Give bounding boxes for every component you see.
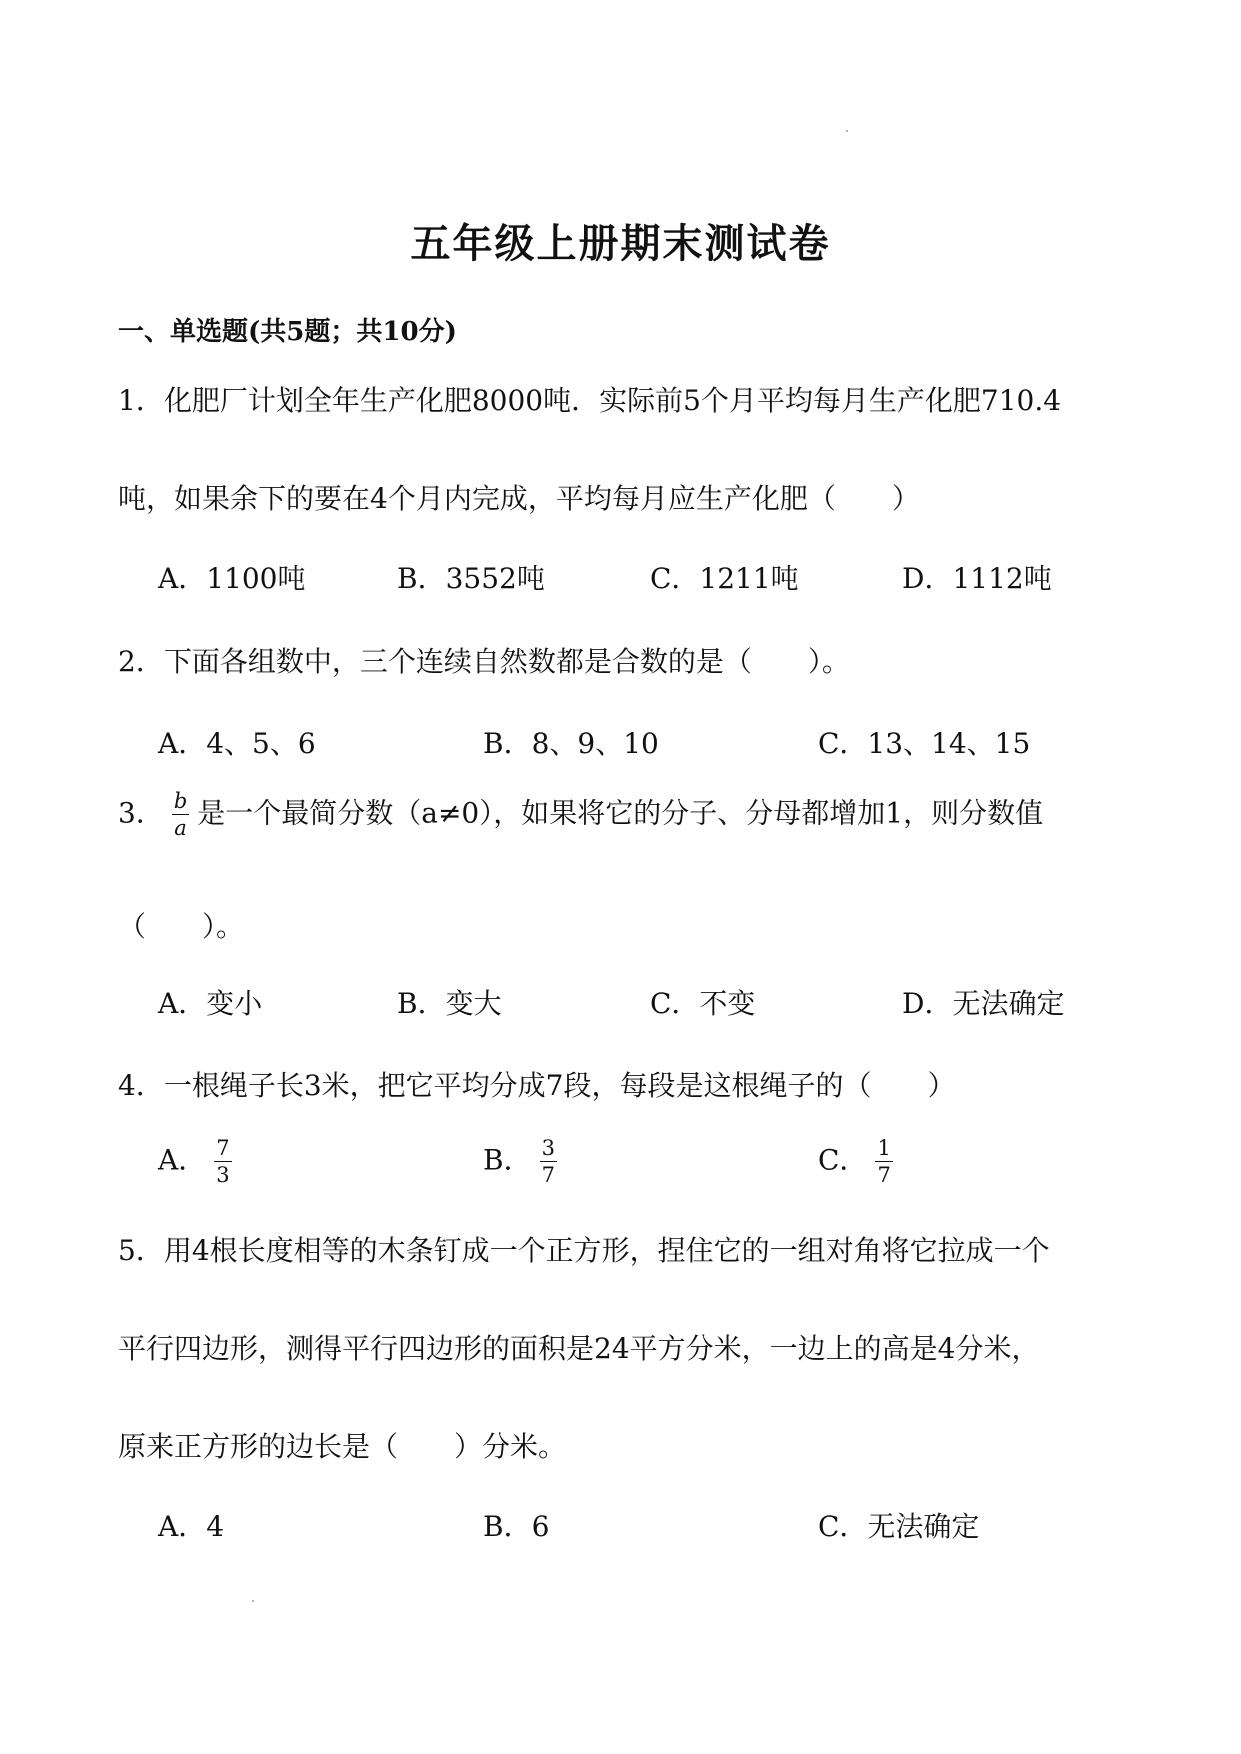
fraction-numerator: 1: [877, 1136, 891, 1160]
question-2-option-a[interactable]: A．4、5、6: [158, 727, 316, 760]
question-3-fraction: [172, 791, 189, 839]
fraction-denominator: 3: [216, 1163, 230, 1187]
question-5-option-b[interactable]: B．6: [483, 1510, 550, 1543]
fraction-numerator: b: [173, 789, 188, 813]
section-heading: 一、单选题(共5题；共10分): [118, 317, 457, 347]
scan-speck-bottom: [252, 1600, 254, 1602]
question-3-option-a[interactable]: A．变小: [158, 987, 263, 1020]
question-5-line-1: 5．用4根长度相等的木条钉成一个正方形，捏住它的一组对角将它拉成一个: [118, 1234, 1050, 1267]
option-fraction: [875, 1138, 892, 1186]
option-label: A．: [158, 1143, 207, 1177]
option-label: B．: [483, 1143, 532, 1177]
question-1-option-d[interactable]: D．1112吨: [902, 562, 1052, 595]
question-1-option-b[interactable]: B．3552吨: [397, 562, 545, 595]
fraction-denominator: 7: [541, 1163, 555, 1187]
question-3-line-1: [118, 791, 1043, 839]
question-3-number: 3．: [118, 796, 164, 830]
question-2-option-c[interactable]: C．13、14、15: [818, 727, 1031, 760]
page-title: 五年级上册期末测试卷: [410, 220, 831, 267]
option-label: C．: [818, 1143, 868, 1177]
question-5-option-c[interactable]: C．无法确定: [818, 1510, 980, 1543]
fraction-numerator: 7: [216, 1136, 230, 1160]
question-5-line-3: 原来正方形的边长是（ ）分米。: [118, 1430, 567, 1463]
question-3-option-b[interactable]: B．变大: [397, 987, 502, 1020]
question-3-line-2: （ ）。: [118, 910, 245, 943]
question-2-option-b[interactable]: B．8、9、10: [483, 727, 659, 760]
fraction-numerator: 3: [541, 1136, 555, 1160]
question-1-option-a[interactable]: A．1100吨: [158, 562, 306, 595]
question-4-option-a[interactable]: [158, 1138, 240, 1186]
question-3-option-d[interactable]: D．无法确定: [902, 987, 1065, 1020]
question-4-option-c[interactable]: [818, 1138, 901, 1186]
question-3-option-c[interactable]: C．不变: [650, 987, 756, 1020]
fraction-denominator: 7: [877, 1163, 891, 1187]
fraction-denominator: a: [174, 816, 187, 840]
scan-speck-top: [846, 130, 848, 132]
question-4-option-b[interactable]: [483, 1138, 565, 1186]
question-5-line-2: 平行四边形，测得平行四边形的面积是24平方分米，一边上的高是4分米，: [118, 1332, 1040, 1365]
question-1-line-1: 1．化肥厂计划全年生产化肥8000吨．实际前5个月平均每月生产化肥710.4: [118, 384, 1062, 417]
question-2-line-1: 2．下面各组数中，三个连续自然数都是合数的是（ ）。: [118, 645, 850, 678]
option-fraction: [540, 1138, 557, 1186]
question-5-option-a[interactable]: A．4: [158, 1510, 225, 1543]
question-3-text: 是一个最简分数（a≠0），如果将它的分子、分母都增加1，则分数值: [197, 796, 1044, 830]
question-1-line-2: 吨，如果余下的要在4个月内完成，平均每月应生产化肥（ ）: [118, 482, 920, 515]
question-1-option-c[interactable]: C．1211吨: [650, 562, 799, 595]
option-fraction: [214, 1138, 231, 1186]
question-4-line-1: 4．一根绳子长3米，把它平均分成7段，每段是这根绳子的（ ）: [118, 1069, 956, 1102]
